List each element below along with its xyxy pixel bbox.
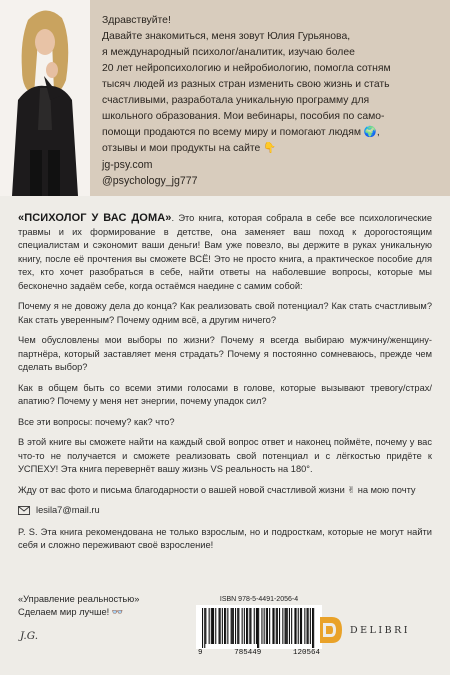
barcode-bar <box>249 608 250 644</box>
barcode-bar <box>286 608 287 644</box>
author-photo <box>0 0 90 196</box>
barcode-bar <box>282 608 283 644</box>
barcode-bar <box>257 608 258 648</box>
barcode-bar <box>233 608 234 644</box>
barcode-digit-group: 9 <box>198 649 203 657</box>
series-slogan: Сделаем мир лучше! 👓 <box>18 607 124 617</box>
barcode-bar <box>220 608 221 644</box>
barcode-bar <box>235 608 236 644</box>
bio-line: счастливыми, разработала уникальную программу для <box>102 95 370 106</box>
website-link[interactable]: jg-psy.com <box>102 159 153 171</box>
barcode-bar <box>225 608 226 644</box>
barcode-bar <box>274 608 275 644</box>
intro-text: . Это книга, которая собрала в себе все психологические травмы и их формирование в детстве, она заменяет ваш поход к дорогостоящим специалистам и сэкономит ваши деньги! Вам уже повезло, вы держите в руках уникальную книгу, после её прочтения вы сможете ВСЁ! Это не просто книга, а практическое пособие для тех, кто хочет разобраться в себе, найти ответы на наболевшие вопросы, которые мы бесконечно задаём себе, когда остаёмся наедине с самим собой: <box>18 213 432 291</box>
barcode-bar <box>258 608 259 648</box>
barcode-bar <box>276 608 277 644</box>
barcode-bar <box>291 608 292 644</box>
barcode-bar <box>301 608 302 644</box>
barcode-bar <box>287 608 288 644</box>
description-paragraph: Чем обусловлены мои выборы по жизни? Почему я всегда выбираю мужчину/женщину-партнёра, который заставляет меня страдать? Почему я постоянно сомневаюсь, прежде чем сделать выбор? <box>18 335 432 372</box>
barcode-bar <box>267 608 268 644</box>
description-paragraph: Как в общем быть со всеми этими голосами в голове, которые вызывают тревогу/страх/апатию? Почему у меня нет энергии, почему упадок сил? <box>18 382 432 406</box>
barcode-bar <box>279 608 280 644</box>
barcode-bar <box>232 608 233 644</box>
author-bio <box>102 13 440 189</box>
description-paragraph: В этой книге вы сможете найти на каждый свой вопрос ответ и наконец поймёте, почему у вас что-то не получается и сможете реализовать свой потенциал и с лёгкостью придёте к УСПЕХУ! Эта книга перевернёт вашу жизнь VS реальность на 180°. <box>18 437 432 474</box>
bio-line: Давайте знакомиться, меня зовут Юлия Гурьянова, <box>102 31 351 42</box>
author-signature: J.G. <box>20 630 39 642</box>
book-title-headline: «ПСИХОЛОГ У ВАС ДОМА» <box>18 212 172 224</box>
bio-greeting: Здравствуйте! <box>102 15 171 26</box>
bio-line: тысяч людей из разных стран изменить свою жизнь и стать <box>102 79 390 90</box>
barcode-bar <box>219 608 220 644</box>
barcode-bar <box>204 608 205 648</box>
barcode-bar <box>304 608 305 644</box>
bio-line: школьного образования. Мои вебинары, пособия по само- <box>102 111 385 122</box>
bio-line: я международный психолог/аналитик, изучаю более <box>102 47 355 58</box>
series-block <box>18 593 139 619</box>
barcode-bar <box>231 608 232 644</box>
barcode-bar <box>300 608 301 644</box>
barcode-bar <box>205 608 206 644</box>
description-paragraph: Жду от вас фото и письма благодарности о вашей новой счастливой жизни ✌ на мою почту <box>18 484 416 495</box>
bio-line: 20 лет нейропсихологию и нейробиологию, помогла сотням <box>102 63 391 74</box>
barcode-bar <box>238 608 239 644</box>
publisher-mark-icon <box>318 615 344 645</box>
barcode-bar <box>242 608 243 644</box>
email-link[interactable]: lesila7@mail.ru <box>36 505 100 515</box>
barcode-bar <box>289 608 290 644</box>
barcode-bar <box>222 608 223 644</box>
barcode-bar <box>224 608 225 644</box>
barcode-bar <box>294 608 295 644</box>
barcode-bar <box>250 608 251 644</box>
ps-paragraph: P. S. Эта книга рекомендована не только взрослым, но и подросткам, которые не могут найти себя и сложно переживают своё взрослениe! <box>18 526 432 550</box>
barcode-bar <box>215 608 216 644</box>
barcode-bar <box>308 608 309 644</box>
barcode-digits <box>196 649 322 657</box>
barcode-bar <box>256 608 257 644</box>
publisher-logo <box>318 610 448 650</box>
author-section <box>0 0 450 196</box>
publisher-name: DELIBRI <box>350 624 410 636</box>
description-paragraph: Почему я не довожу дела до конца? Как реализовать свой потенциал? Как стать счастливым? Как стать уверенным? Почему одним всё, а другим ничего? <box>18 301 432 325</box>
email-row <box>18 504 432 518</box>
barcode-bars <box>196 605 322 649</box>
barcode-bar <box>246 608 247 644</box>
barcode-bar <box>212 608 213 644</box>
barcode-digit-group: 120564 <box>292 649 320 657</box>
barcode-bar <box>310 608 311 644</box>
barcode-bar <box>244 608 245 644</box>
barcode-bar <box>227 608 228 644</box>
instagram-handle[interactable]: @psychology_jg777 <box>102 175 198 187</box>
barcode-bar <box>269 608 270 644</box>
description-paragraph: Все эти вопросы: почему? как? что? <box>18 416 175 427</box>
intro-paragraph <box>18 212 432 293</box>
barcode-bar <box>312 608 313 648</box>
series-title: «Управление реальностью» <box>18 594 140 604</box>
envelope-icon <box>18 506 30 515</box>
book-description <box>18 212 432 560</box>
barcode-bar <box>247 608 248 644</box>
isbn-label: ISBN 978-5-4491-2056-4 <box>219 596 299 603</box>
barcode-bar <box>261 608 262 644</box>
barcode-bar <box>307 608 308 644</box>
barcode-digit-group: 785449 <box>234 649 262 657</box>
barcode-bar <box>213 608 214 644</box>
barcode-bar <box>264 608 265 644</box>
barcode-bar <box>209 608 210 644</box>
barcode-bar <box>211 608 212 644</box>
barcode-bar <box>285 608 286 644</box>
barcode-bar <box>254 608 255 644</box>
isbn-barcode <box>196 596 322 664</box>
barcode-bar <box>202 608 203 648</box>
barcode-bar <box>266 608 267 644</box>
bio-line: отзывы и мои продукты на сайте 👇 <box>102 143 277 154</box>
barcode-bar <box>237 608 238 644</box>
barcode-bar <box>296 608 297 644</box>
barcode-bar <box>298 608 299 644</box>
barcode-bar <box>272 608 273 644</box>
bio-line: помощи продаются по всему миру и помогают людям 🌍, <box>102 127 380 138</box>
barcode-bar <box>277 608 278 644</box>
barcode-bar <box>313 608 314 648</box>
